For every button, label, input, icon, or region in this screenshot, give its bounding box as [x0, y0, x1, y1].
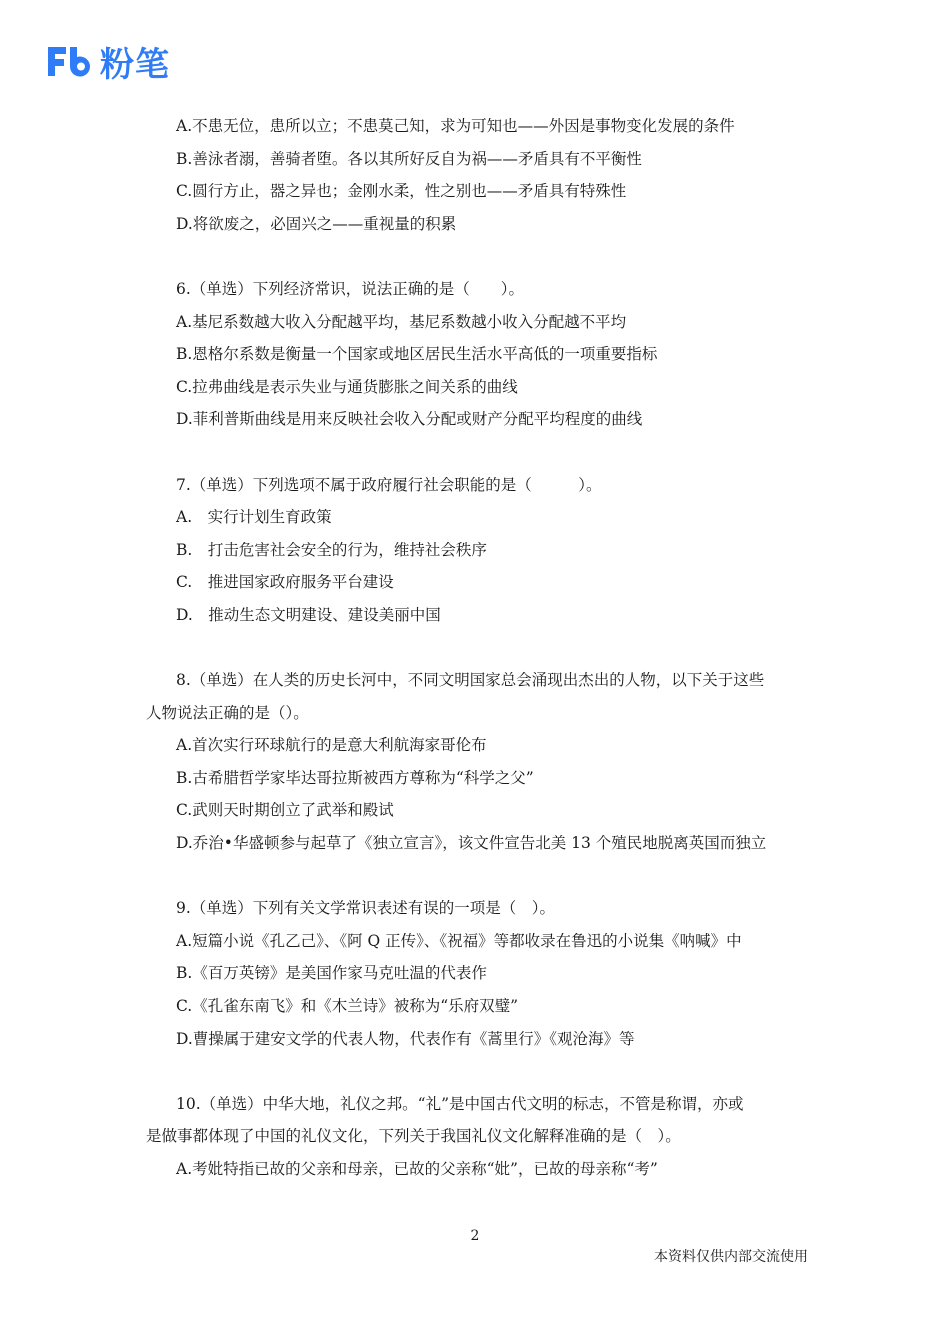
q6-option-d: D.菲利普斯曲线是用来反映社会收入分配或财产分配平均程度的曲线 [176, 410, 643, 429]
q10-stem-line2: 是做事都体现了中国的礼仪文化，下列关于我国礼仪文化解释准确的是（ ）。 [146, 1127, 681, 1146]
q10-stem-line1: 10.（单选）中华大地，礼仪之邦。“礼”是中国古代文明的标志，不管是称谓，亦或 [176, 1094, 744, 1113]
q6-stem: 6.（单选）下列经济常识，说法正确的是（ ）。 [176, 279, 525, 298]
q8-stem-line2: 人物说法正确的是（）。 [146, 703, 309, 722]
q9-option-c: C.《孔雀东南飞》和《木兰诗》被称为“乐府双璧” [176, 997, 519, 1016]
q7-option-b: B. 打击危害社会安全的行为，维持社会秩序 [176, 540, 487, 559]
q5-option-d: D.将欲废之，必固兴之——重视量的积累 [176, 214, 457, 233]
q7-option-a: A. 实行计划生育政策 [176, 508, 332, 527]
q8-option-a: A.首次实行环球航行的是意大利航海家哥伦布 [176, 736, 487, 755]
q9-stem: 9.（单选）下列有关文学常识表述有误的一项是（ ）。 [176, 899, 556, 918]
q9-option-a: A.短篇小说《孔乙己》、《阿 Q 正传》、《祝福》等都收录在鲁迅的小说集《呐喊》中 [176, 931, 742, 950]
q6-option-a: A.基尼系数越大收入分配越平均，基尼系数越小收入分配越不平均 [176, 312, 627, 331]
q7-stem: 7.（单选）下列选项不属于政府履行社会职能的是（ ）。 [176, 475, 602, 494]
q8-stem-line1: 8.（单选）在人类的历史长河中，不同文明国家总会涌现出杰出的人物，以下关于这些 [176, 671, 765, 690]
q8-option-d: D.乔治•华盛顿参与起草了《独立宣言》，该文件宣告北美 13 个殖民地脱离英国而独立 [176, 834, 767, 853]
q5-option-b: B.善泳者溺，善骑者堕。各以其所好反自为祸——矛盾具有不平衡性 [176, 149, 642, 168]
q10-option-a: A.考妣特指已故的父亲和母亲，已故的父亲称“妣”，已故的母亲称“考” [176, 1160, 658, 1178]
q9-option-b: B.《百万英镑》是美国作家马克吐温的代表作 [176, 964, 487, 983]
q7-option-c: C. 推进国家政府服务平台建设 [176, 573, 394, 592]
page-number: 2 [470, 1228, 480, 1244]
q5-option-c: C.圆行方止，器之异也；金刚水柔，性之别也——矛盾具有特殊性 [176, 182, 627, 201]
q8-option-c: C.武则天时期创立了武举和殿试 [176, 801, 394, 820]
q6-option-b: B.恩格尔系数是衡量一个国家或地区居民生活水平高低的一项重要指标 [176, 345, 658, 364]
q7-option-d: D. 推动生态文明建设、建设美丽中国 [176, 605, 441, 624]
fenbi-logo-icon [44, 41, 96, 81]
footer-note: 本资料仅供内部交流使用 [654, 1249, 808, 1265]
brand-logo [44, 38, 170, 84]
q5-option-a: A.不患无位，患所以立；不患莫己知，求为可知也——外因是事物变化发展的条件 [176, 117, 735, 135]
q8-option-b: B.古希腊哲学家毕达哥拉斯被西方尊称为“科学之父” [176, 768, 534, 787]
logo-text: 粉笔 [100, 44, 170, 85]
q6-option-c: C.拉弗曲线是表示失业与通货膨胀之间关系的曲线 [176, 377, 518, 396]
document-body [146, 110, 810, 1186]
q9-option-d: D.曹操属于建安文学的代表人物，代表作有《蒿里行》《观沧海》等 [176, 1029, 635, 1048]
